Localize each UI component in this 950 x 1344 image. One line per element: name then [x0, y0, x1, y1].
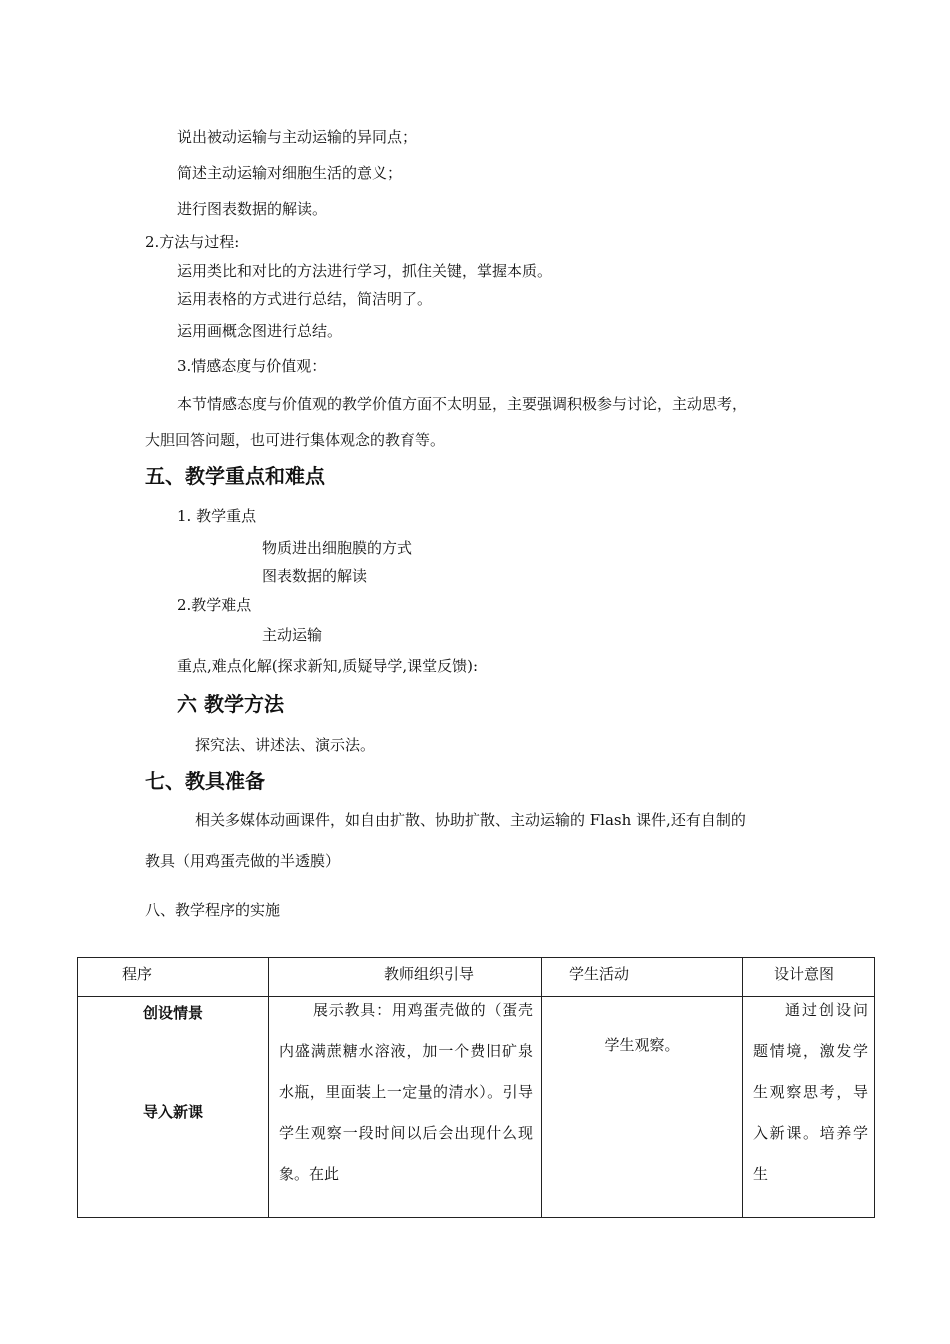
header-student: 学生活动 — [569, 965, 630, 983]
emotion-line-2: 大胆回答问题，也可进行集体观念的教育等。 — [145, 431, 446, 449]
stage-cell — [78, 997, 269, 1218]
header-cell-procedure — [78, 958, 269, 997]
emotion-heading: 3.情感态度与价值观： — [177, 357, 327, 375]
header-intent: 设计意图 — [774, 965, 835, 983]
intent-cell — [743, 997, 875, 1218]
method-line-2: 运用表格的方式进行总结，简洁明了。 — [177, 290, 433, 308]
section6-title: 六 教学方法 — [177, 692, 284, 716]
key-item-2: 图表数据的解读 — [262, 567, 368, 585]
section7-line-1: 相关多媒体动画课件，如自由扩散、协助扩散、主动运输的 Flash 课件,还有自制的 — [195, 811, 746, 829]
section7-title: 七、教具准备 — [145, 769, 265, 793]
teacher-text: 展示教具：用鸡蛋壳做的（蛋壳内盛满蔗糖水溶液，加一个费旧矿泉水瓶，里面装上一定量的清水）。引导学生观察一段时间以后会出现什么现象。在此 — [279, 1001, 533, 1183]
header-procedure: 程序 — [122, 965, 153, 983]
stage-label-1: 创设情景 — [142, 1004, 203, 1022]
method-line-1: 运用类比和对比的方法进行学习，抓住关键，掌握本质。 — [177, 262, 553, 280]
method-line-3: 运用画概念图进行总结。 — [177, 322, 343, 340]
section6-text: 探究法、讲述法、演示法。 — [195, 736, 376, 754]
section5-title: 五、教学重点和难点 — [145, 464, 325, 488]
key-heading: 1. 教学重点 — [177, 507, 257, 525]
student-text: 学生观察。 — [604, 1036, 680, 1054]
intent-text: 通过创设问题情境，激发学生观察思考，导入新课。培养学生 — [753, 1001, 868, 1183]
difficulty-item-1: 主动运输 — [262, 626, 323, 644]
key-item-1: 物质进出细胞膜的方式 — [262, 539, 413, 557]
header-teacher: 教师组织引导 — [384, 965, 475, 983]
procedure-table — [77, 957, 875, 1218]
section8-title: 八、教学程序的实施 — [145, 901, 281, 919]
teacher-cell — [269, 997, 542, 1218]
student-cell — [542, 997, 743, 1218]
knowledge-line-3: 进行图表数据的解读。 — [177, 200, 328, 218]
emotion-line-1: 本节情感态度与价值观的教学价值方面不太明显，主要强调积极参与讨论，主动思考， — [177, 395, 748, 413]
header-cell-student — [542, 958, 743, 997]
stage-label-2: 导入新课 — [142, 1103, 203, 1121]
difficulty-heading: 2.教学难点 — [177, 596, 252, 614]
section7-line-2: 教具（用鸡蛋壳做的半透膜） — [145, 852, 341, 870]
table-row — [78, 997, 875, 1218]
knowledge-line-2: 简述主动运输对细胞生活的意义； — [177, 164, 403, 182]
method-heading: 2.方法与过程: — [145, 233, 240, 251]
resolve-line: 重点,难点化解(探求新知,质疑导学,课堂反馈): — [177, 657, 479, 675]
knowledge-line-1: 说出被动运输与主动运输的异同点； — [177, 128, 418, 146]
